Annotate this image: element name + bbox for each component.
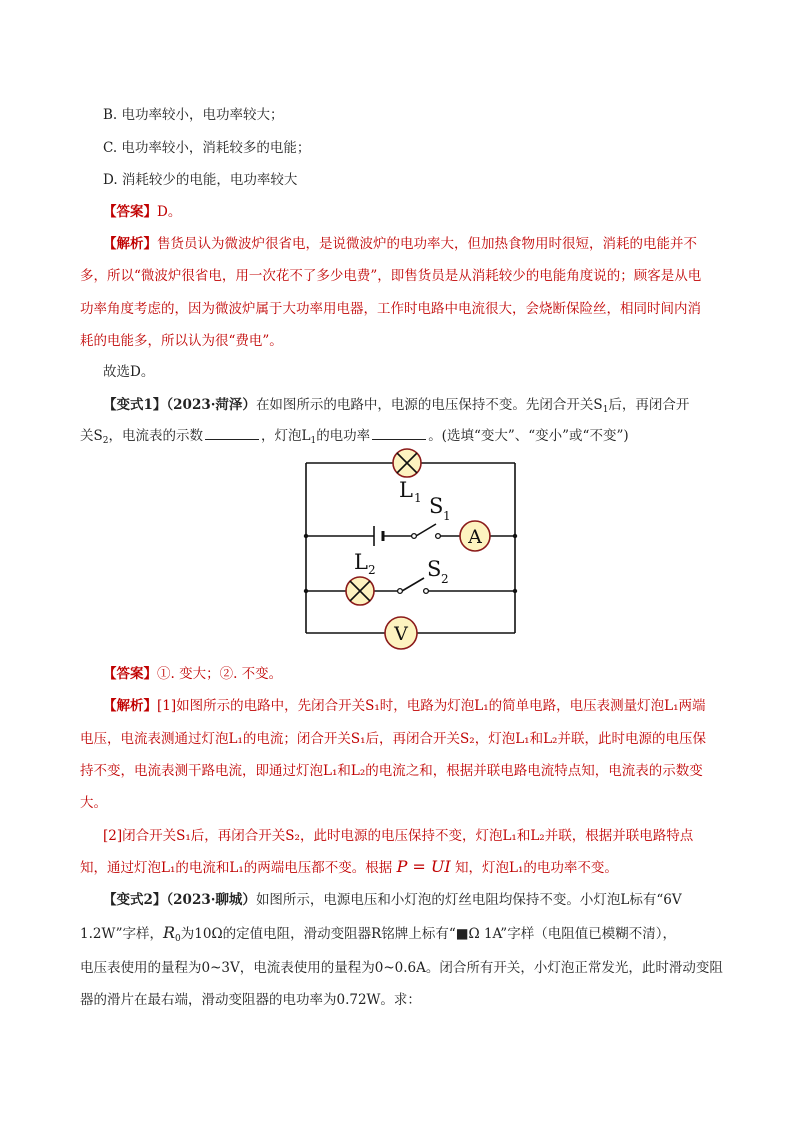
- r0-sub: 0: [175, 934, 181, 944]
- analysis-line-3: 功率角度考虑的，因为微波炉属于大功率用电器，工作时电路中电流很大，会烧断保险丝，相同时间内消: [80, 301, 701, 317]
- label-s2-sub: 2: [441, 572, 449, 586]
- v1-analysis2-line-1: [2]闭合开关S₁后，再闭合开关S₂，此时电源的电压保持不变，灯泡L₁和L₂并联，根据并联电路特点: [103, 828, 694, 844]
- option-c: C. 电功率较小，消耗较多的电能；: [103, 140, 311, 156]
- variant2-t2a: 1.2W”字样，: [80, 926, 163, 942]
- v1-analysis2-line-2: [80, 856, 618, 876]
- label-s1: S: [429, 494, 444, 518]
- analysis-line-4: 耗的电能多，所以认为很“费电”。: [80, 333, 283, 349]
- variant2-source: （2023·聊城）: [166, 892, 256, 908]
- variant1-line-1: 【变式1】（2023·菏泽）在如图所示的电路中，电源的电压保持不变。先闭合开关$S_1$后，再闭合开: [103, 397, 690, 415]
- variant2-line-4: 器的滑片在最右端，滑动变阻器的电功率为0.72W。求：: [80, 992, 421, 1008]
- answer-label: 【答案】: [103, 204, 157, 220]
- v1-answer-line: [103, 662, 282, 682]
- label-l1-sub: 1: [414, 491, 422, 505]
- label-l1: L: [399, 478, 413, 502]
- variant1-line-2: 关$S_2$，电流表的示数 ，灯泡$L_1$的电功率 。(选填“变大”、“变小”或“不变”): [80, 428, 629, 446]
- v1-analysis-line-2: 电压，电流表测通过灯泡L₁的电流；闭合开关S₁后，再闭合开关S₂，灯泡L₁和L₂并联，此时电源的电压保: [80, 731, 706, 747]
- v1-answer-value: ①. 变大；②. 不变。: [157, 666, 283, 682]
- label-l2: L: [354, 550, 368, 574]
- label-l2-sub: 2: [368, 563, 376, 577]
- option-b: B. 电功率较小，电功率较大；: [103, 107, 284, 123]
- v1-answer-label: 【答案】: [103, 666, 157, 682]
- variant2-line-2: [80, 922, 676, 944]
- voltmeter-icon: [385, 617, 417, 649]
- label-s2: S: [427, 557, 442, 581]
- voltmeter-label: V: [394, 623, 408, 645]
- switch-s2-contact-right: [424, 589, 429, 594]
- switch-s2-contact-left: [398, 589, 403, 594]
- choose-line: 故选D。: [103, 364, 155, 380]
- variant2-line-3: 电压表使用的量程为0~3V，电流表使用的量程为0~0.6A。闭合所有开关，小灯泡正常发光，此时滑动变阻: [80, 960, 723, 976]
- ammeter-icon: [460, 521, 490, 551]
- variant1-t2c: ，灯泡L: [260, 428, 311, 444]
- variant1-source: （2023·菏泽）: [166, 397, 256, 413]
- variant1-t2e: 。(选填“变大”、“变小”或“不变”): [428, 428, 629, 444]
- formula: P = UI: [396, 857, 451, 876]
- v1-analysis-line-3: 持不变，电流表测干路电流，即通过灯泡L₁和L₂的电流之和，根据并联电路电流特点知，电流表的示数变: [80, 763, 703, 779]
- variant2-t2b: 为10Ω的定值电阻，滑动变阻器R铭牌上标有“■Ω 1A”字样（电阻值已模糊不清），: [180, 926, 676, 942]
- lamp-l2-icon: [346, 577, 374, 605]
- v1-analysis-label: 【解析】: [103, 698, 157, 714]
- variant2-label: 【变式2】: [103, 892, 167, 908]
- variant1-label: 【变式1】: [103, 397, 167, 413]
- variant1-text-b: 后，再闭合开: [608, 397, 690, 413]
- analysis-text: 售货员认为微波炉很省电，是说微波炉的电功率大，但加热食物用时很短，消耗的电能并不: [157, 236, 697, 252]
- variant1-text: 在如图所示的电路中，电源的电压保持不变。先闭合开关S: [255, 397, 603, 413]
- v1-analysis-line-1: [103, 694, 706, 714]
- switch-s1-contact-right: [436, 534, 441, 539]
- switch-s1-blade: [416, 524, 436, 536]
- variant1-t2a: 关S: [80, 428, 103, 444]
- analysis-label: 【解析】: [103, 236, 157, 252]
- label-s1-sub: 1: [443, 509, 451, 523]
- v1-a2-text-a: 知，通过灯泡L₁的电流和L₁的两端电压都不变。根据: [80, 860, 393, 876]
- v1-analysis-line-4: 大。: [80, 795, 107, 811]
- ammeter-label: A: [468, 526, 482, 548]
- switch-s1-contact-left: [412, 534, 417, 539]
- variant2-line-1: [103, 888, 682, 908]
- answer-value: D。: [157, 204, 182, 220]
- lamp-l1-icon: [393, 449, 421, 477]
- r0-symbol: R: [163, 923, 176, 942]
- variant1-t2b: ，电流表的示数: [108, 428, 203, 444]
- v1-a2-text-b: 知，灯泡L₁的电功率不变。: [455, 860, 618, 876]
- option-d: D. 消耗较少的电能，电功率较大: [103, 172, 298, 188]
- variant1-t2d: 的电功率: [316, 428, 371, 444]
- analysis-line-2: 多，所以“微波炉很省电，用一次花不了多少电费”，即售货员是从消耗较少的电能角度说的；顾客是从电: [80, 268, 702, 284]
- v1-analysis-text: [1]如图所示的电路中，先闭合开关S₁时，电路为灯泡L₁的简单电路，电压表测量灯泡L₁两端: [157, 698, 706, 714]
- switch-s2-blade: [402, 578, 424, 591]
- variant2-text-1: 如图所示，电源电压和小灯泡的灯丝电阻均保持不变。小灯泡L标有“6V: [255, 892, 682, 908]
